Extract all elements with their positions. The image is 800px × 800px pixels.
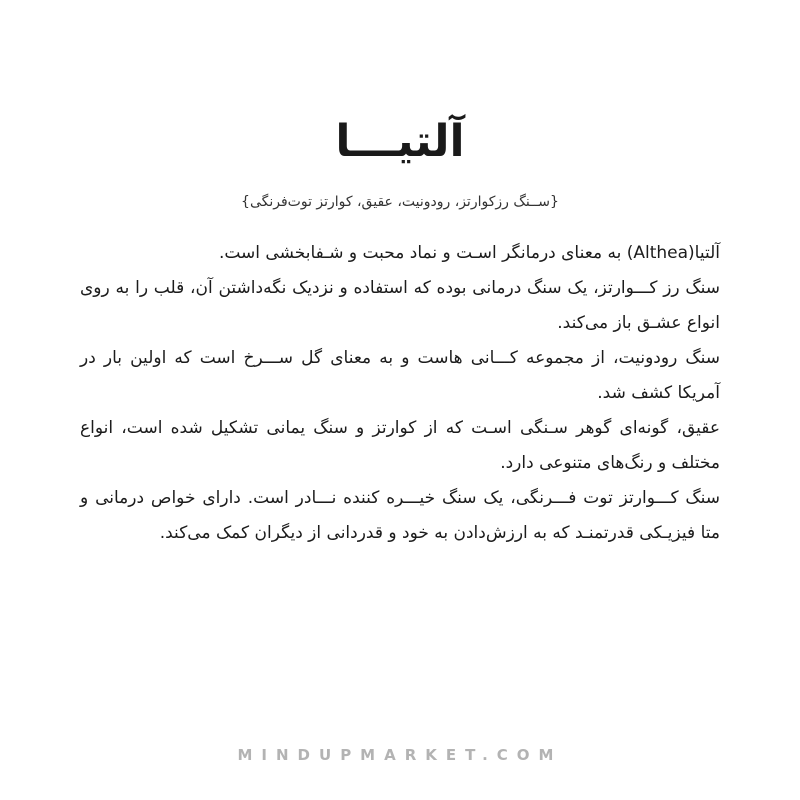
- paragraph-rhodonite: سنگ رودونیت، از مجموعه کـــانی هاست و به معنای گل ســـرخ است که اولین بار در آمریکا کشف شد.: [80, 348, 720, 403]
- body-text: [80, 236, 720, 551]
- paragraph-althea-meaning: آلتیا(Althea) به معنای درمانگر اسـت و نماد محبت و شـفابخشی است.: [218, 243, 720, 263]
- paragraph-agate: عقیق، گونه‌ای گوهر سـنگی اسـت که از کوارتز و سنگ یمانی تشکیل شده است، انواع مختلف و رنگ‌های متنوعی دارد.: [80, 418, 720, 473]
- paragraph-rose-quartz: سنگ رز کـــوارتز، یک سنگ درمانی بوده که استفاده و نزدیک نگه‌داشتن آن، قلب را به روی انواع عشـق باز می‌کند.: [80, 278, 720, 333]
- page-title: آلتیـــا: [335, 116, 465, 167]
- page-subtitle: {ســنگ رزکوارتز، رودونیت، عقیق، کوارتز توت‌فرنگی}: [241, 194, 559, 210]
- paragraph-strawberry-quartz: سنگ کـــوارتز توت فـــرنگی، یک سنگ خیـــره کننده نـــادر است. دارای خواص درمانی و متا فیزیـکی قدرتمنـد که به ارزش‌دادن به خود و قدردانی از دیگران کمک می‌کند.: [80, 488, 720, 543]
- footer-website: MINDUPMARKET.COM: [237, 746, 563, 764]
